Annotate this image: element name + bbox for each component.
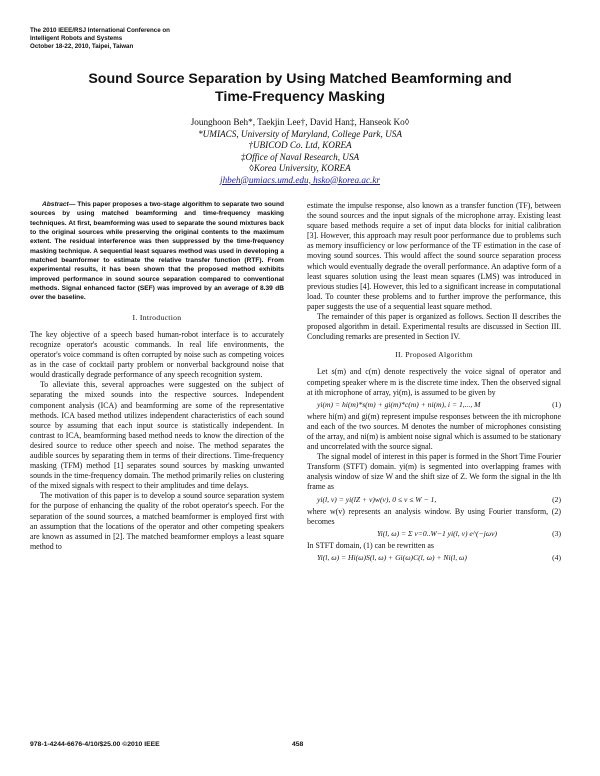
abstract-label: Abstract— bbox=[42, 201, 76, 208]
conference-line-2: Intelligent Robots and Systems bbox=[30, 35, 123, 42]
equation-1 bbox=[307, 400, 561, 410]
algo-paragraph-1: Let s(m) and c(m) denote respectively the voice signal of operator and competing speaker where m is the discrete time index. Then the observed signal at ith microphone of array, yi(m), is assumed to be given by bbox=[307, 367, 561, 397]
conference-line-3: October 18-22, 2010, Taipei, Taiwan bbox=[30, 43, 134, 50]
equation-3 bbox=[307, 529, 561, 539]
page-number: 458 bbox=[292, 741, 304, 748]
paper-title bbox=[40, 70, 560, 106]
algo-paragraph-3: The signal model of interest in this paper is formed in the Short Time Fourier Transform (STFT) domain. yi(m) is segmented into overlapping frames with analysis window of size W and the shift size of Z. We form the signal in the lth frame as bbox=[307, 452, 561, 492]
affiliation-3: ‡Office of Naval Research, USA bbox=[240, 151, 360, 162]
intro-paragraph-3: The motivation of this paper is to develop a sound source separation system for the purpose of enhancing the quality of the robot operator's speech. For the separation of the sound sources, a matched beamformer is employed first with an assumption that the locations of the operator and other competing speakers are known as assumed in [2]. The matched beamformer employs a least square method to bbox=[30, 491, 284, 551]
equation-2-body: yi(l, v) = yi(lZ + v)w(v), 0 ≤ v ≤ W − 1, bbox=[317, 494, 437, 504]
affiliation-2: †UBICOD Co. Ltd, KOREA bbox=[248, 140, 352, 150]
conference-header bbox=[30, 27, 310, 51]
author-names: Jounghoon Beh*, Taekjin Lee†, David Han‡, Hanseok Ko◊ bbox=[190, 117, 410, 127]
affiliation-4: ◊Korea University, KOREA bbox=[249, 163, 351, 173]
conference-line-1: The 2010 IEEE/RSJ International Conference on bbox=[30, 27, 170, 34]
title-line-1: Sound Source Separation by Using Matched Beamforming and bbox=[88, 71, 512, 87]
equation-4-number: (4) bbox=[552, 553, 561, 562]
left-column bbox=[30, 200, 284, 552]
equation-3-body: Yi(l, ω) = Σ v=0..W−1 yi(l, v) e^(−jωv) bbox=[377, 528, 497, 538]
algo-paragraph-2: where hi(m) and gi(m) represent impulse responses between the ith microphone and each of the two sources. M denotes the number of microphones consisting of the array, and ni(m) is ambient noise signal which is assumed to be stationary and uncorrelated with the source signal. bbox=[307, 411, 561, 452]
right-column bbox=[307, 201, 561, 565]
equation-1-number: (1) bbox=[552, 399, 561, 409]
affiliation-1: *UMIACS, University of Maryland, College Park, USA bbox=[198, 128, 402, 139]
title-line-2: Time-Frequency Masking bbox=[214, 89, 386, 105]
author-block bbox=[100, 117, 500, 186]
intro-paragraph-1: The key objective of a speech based human-robot interface is to accurately recognize operator's acoustic commands. In real life environments, the operator's voice command is often corrupted by noise such as competing voices as in the case of cocktail party problem or nonverbal background noise that would drastically degrade performance of any speech recognition system. bbox=[30, 329, 284, 380]
section-heading-algorithm: II. Proposed Algorithm bbox=[395, 350, 473, 360]
equation-4-body: Yi(l, ω) = Hi(ω)S(l, ω) + Gi(ω)C(l, ω) + Ni(l, ω) bbox=[317, 553, 467, 562]
equation-1-body: yi(m) = hi(m)*s(m) + gi(m)*c(m) + ni(m), i = 1,..., M bbox=[317, 399, 481, 409]
intro-paragraph-4: estimate the impulse response, also known as a transfer function (TF), between the sound sources and the input signals of the microphone array. Existing least square based methods require a set of input data blocks for initial calibration [3]. However, this approach may result poor performance due to problems such as memory insufficiency or low performance of the TF estimation in the case of moving sound sources. This would affect the sound source separation process which would eventually degrade the overall performance. An adaptive form of a least squares solution using the least mean squares (LMS) was introduced in previous studies [4]. However, this led to a significant increase in computational load. To counter these problems and to further improve the performance, this paper suggests the use of a sequential least square method. bbox=[307, 201, 561, 311]
equation-3-number: (3) bbox=[552, 528, 561, 538]
equation-2-number: (2) bbox=[552, 494, 561, 504]
author-emails[interactable]: jhbeh@umiacs.umd.edu, hsko@korea.ac.kr bbox=[220, 174, 380, 185]
abstract-text: This paper proposes a two-stage algorithm to separate two sound sources by using matched beamforming and time-frequency masking techniques. At first, beamforming was used to separate the sound mixtures back to the original sources while preserving the original contents to the maximum extent. The residual interference was then suppressed by the time-frequency masking technique. A sequential least squares method was used in developing a matched beamformer to estimate the relative transfer function (RTF). From experimental results, it has been shown that the proposed method exhibits improved performance in sound source separation compared to conventional methods. Signal enhanced factor (SEF) was improved by an average of 8.39 dB over the baseline. bbox=[30, 201, 284, 302]
algo-paragraph-5: In STFT domain, (1) can be rewritten as bbox=[307, 540, 434, 550]
intro-paragraph-2: To alleviate this, several approaches were suggested on the subject of separating the mixed sounds into the respective sources. Independent component analysis (ICA) and beamforming are some of the representative methods. ICA based method utilizes independent characteristics of each sound source by assuming that each input source is statistically independent. In contrast to ICA, beamforming based method needs to know the direction of the desired source to reduce other speech and noise. The method separates the audible sources by separating them in terms of their directions. Time-frequency masking (TFM) method [1] separates sound sources by masking unwanted sounds in the time-frequency domain. The method primarily relies on clustering of the mixed signals with respect to their amplitudes and time delays. bbox=[30, 380, 284, 491]
intro-paragraph-5: The remainder of this paper is organized as follows. Section II describes the proposed algorithm in detail. Experimental results are discussed in Section III. Concluding remarks are presented in Section IV. bbox=[307, 312, 561, 342]
abstract bbox=[30, 200, 284, 303]
section-heading-introduction: I. Introduction bbox=[132, 312, 182, 322]
algo-paragraph-4: where w(v) represents an analysis window. By using Fourier transform, (2) becomes bbox=[307, 506, 561, 526]
footer-isbn: 978-1-4244-6676-4/10/$25.00 ©2010 IEEE bbox=[30, 741, 160, 748]
equation-4 bbox=[307, 553, 561, 563]
equation-2 bbox=[307, 495, 561, 505]
